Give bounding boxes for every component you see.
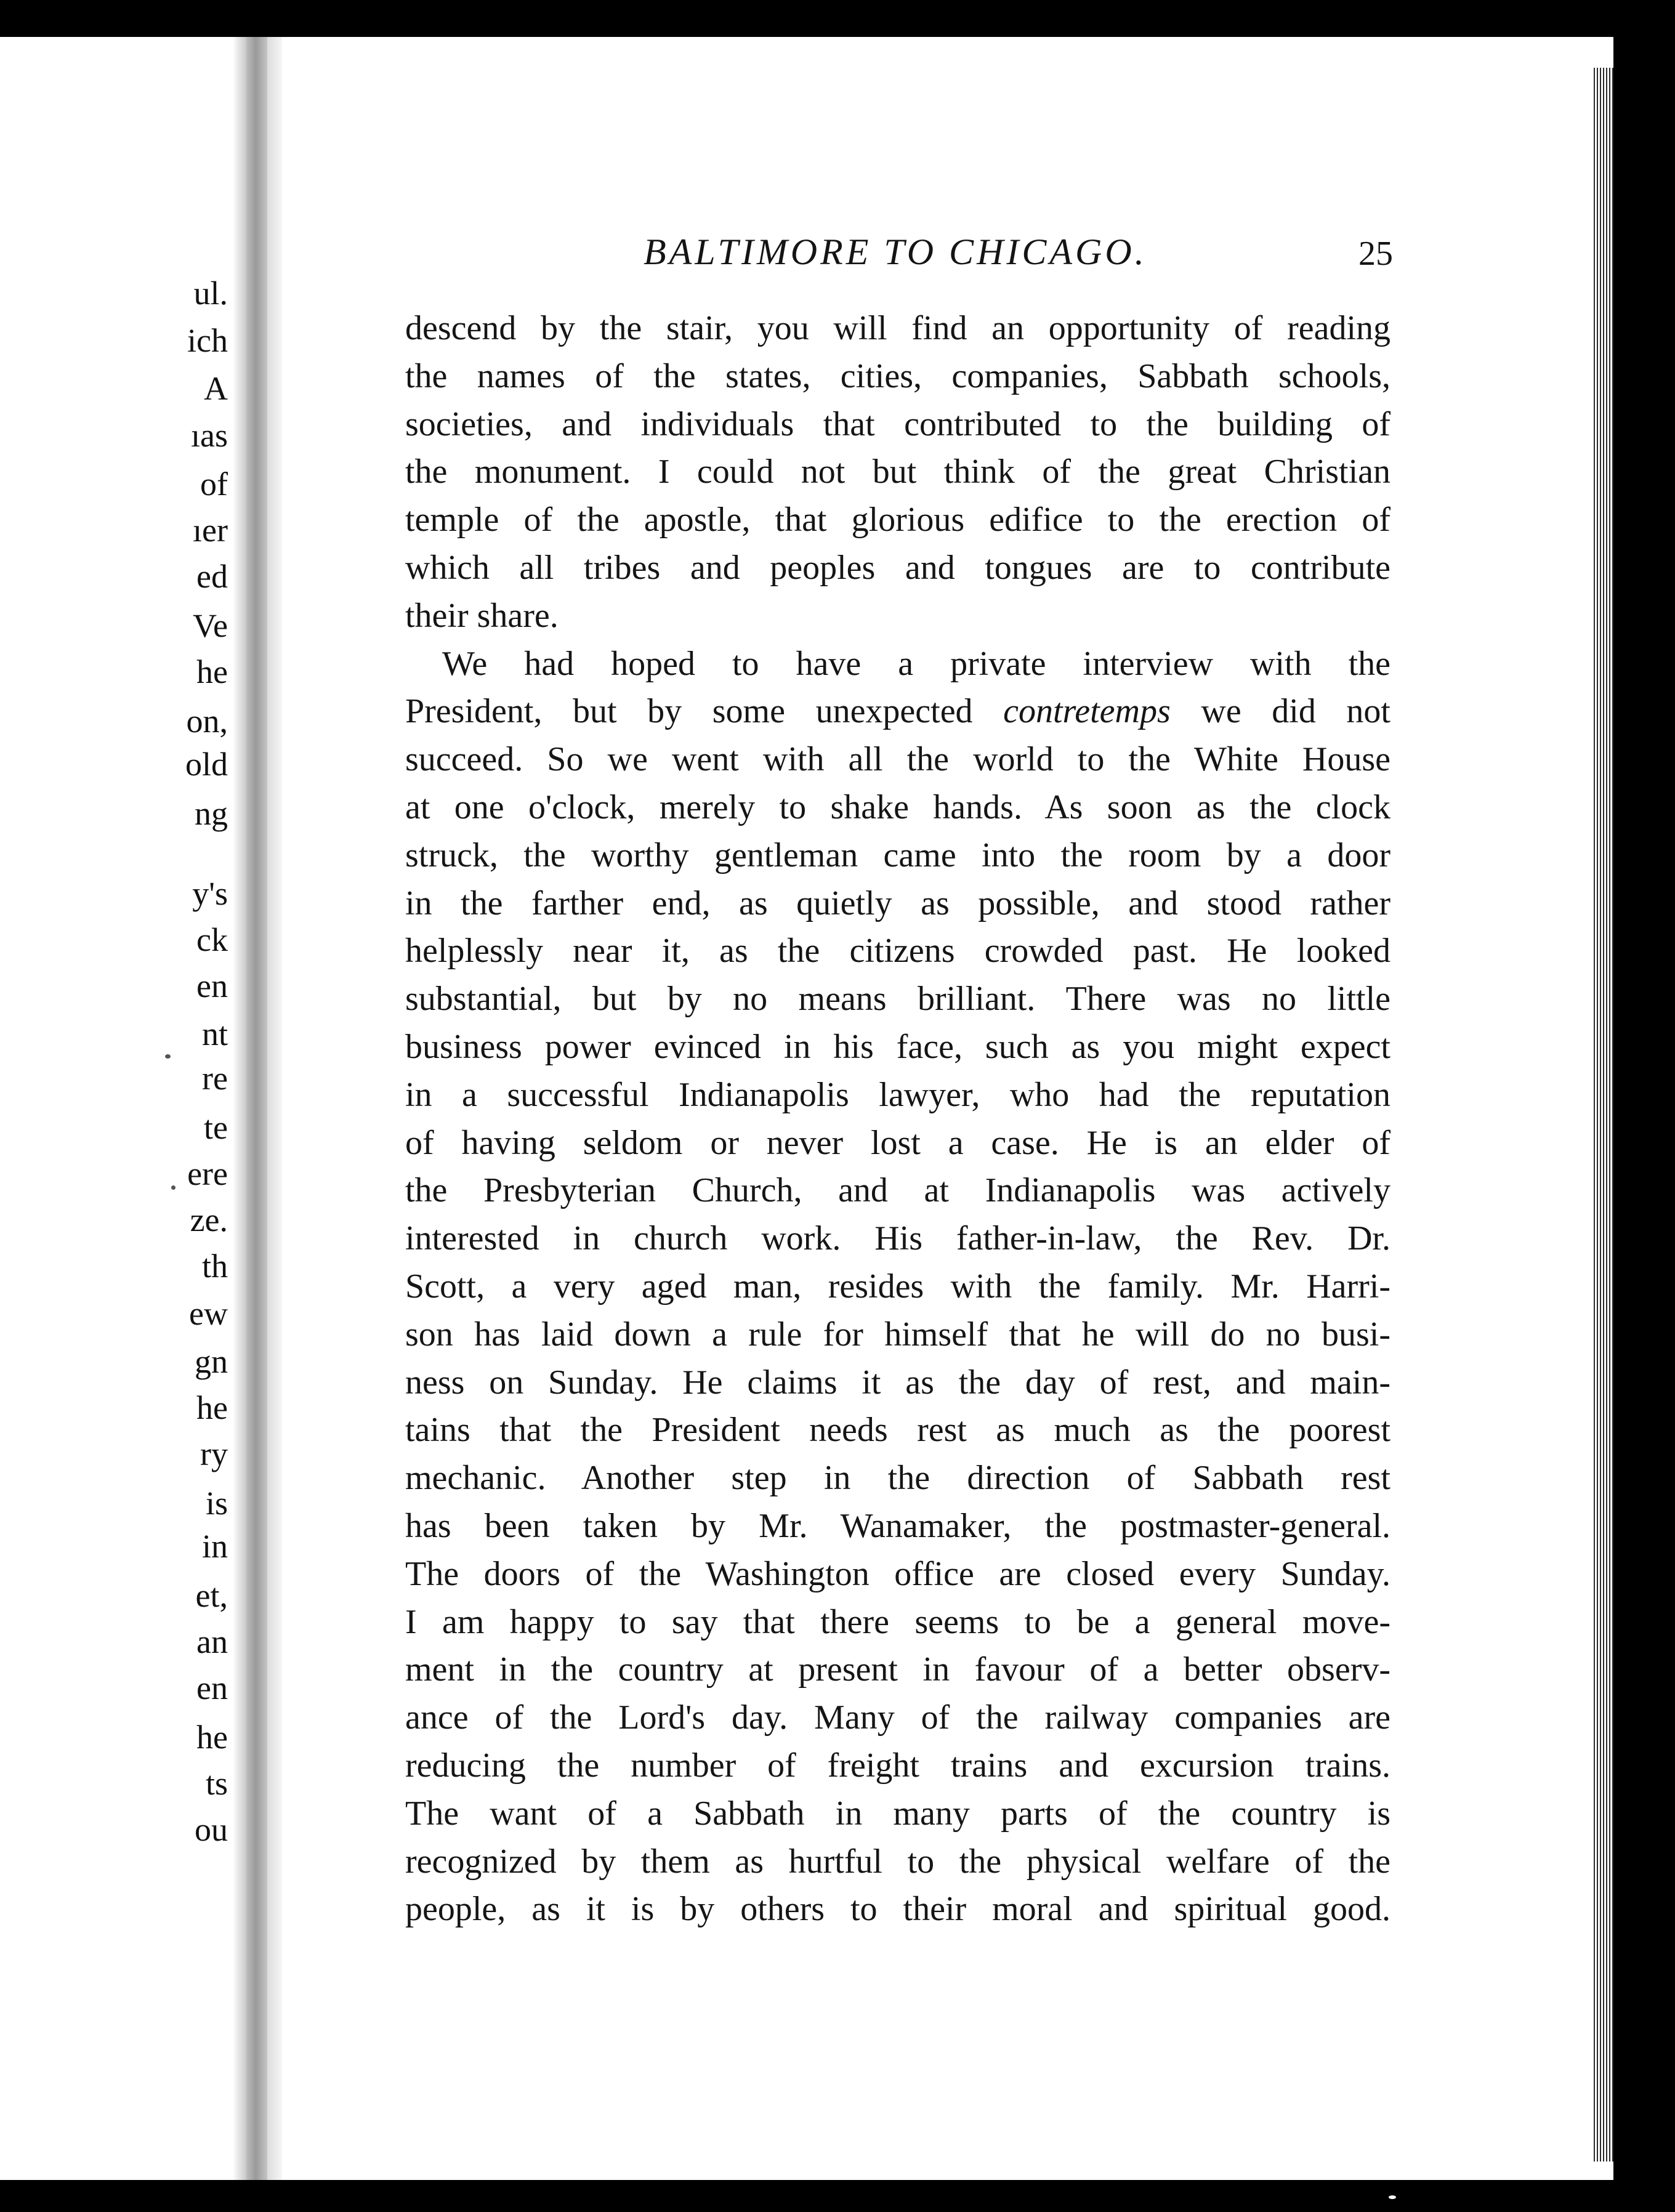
book-gutter-highlight — [267, 37, 282, 2180]
book-gutter-shadow — [233, 37, 246, 2180]
text-line: recognized by them as hurtful to the physical welfare of the — [405, 1842, 1390, 1881]
text-line: in a successful Indianapolis lawyer, who had the reputation — [405, 1075, 1390, 1114]
left-page-fragment: en — [196, 1669, 228, 1706]
left-page-fragment: he — [196, 653, 228, 690]
text-line: which all tribes and peoples and tongues are to contribute — [405, 548, 1390, 587]
left-page-fragment: re — [202, 1060, 228, 1097]
left-page-fragment: ere — [187, 1155, 228, 1192]
left-page-fragment: et, — [195, 1577, 228, 1614]
text-line: the Presbyterian Church, and at Indianapolis was actively — [405, 1171, 1390, 1210]
scan-border-bottom — [0, 2180, 1675, 2212]
text-line: the monument. I could not but think of the great Christian — [405, 453, 1390, 491]
text-line: ness on Sunday. He claims it as the day of rest, and main- — [405, 1363, 1390, 1402]
left-page-fragment: is — [205, 1485, 228, 1522]
text-line: We had hoped to have a private interview with the — [442, 644, 1390, 683]
text-line: substantial, but by no means brilliant. There was no little — [405, 980, 1390, 1019]
left-page-fragment: ze. — [190, 1201, 228, 1238]
text-segment: we did not — [1170, 692, 1390, 731]
text-line: people, as it is by others to their moral and spiritual good. — [405, 1890, 1390, 1929]
left-page-fragment: of — [200, 466, 228, 503]
text-line: succeed. So we went with all the world to the White House — [405, 740, 1390, 779]
text-line: mechanic. Another step in the direction of Sabbath rest — [405, 1459, 1390, 1498]
scan-speck — [171, 1185, 176, 1190]
text-line: at one o'clock, merely to shake hands. As soon as the clock — [405, 788, 1390, 826]
left-page-fragment: an — [196, 1623, 228, 1660]
left-page-fragment: te — [204, 1109, 228, 1146]
left-page-fragment: he — [196, 1719, 228, 1756]
left-page-fragment: ck — [196, 921, 228, 958]
text-line: descend by the stair, you will find an opportunity of reading — [405, 309, 1390, 347]
left-page-fragment: en — [196, 967, 228, 1004]
text-line: reducing the number of freight trains and excursion trains. — [405, 1746, 1390, 1785]
scan-border-right — [1613, 0, 1675, 2212]
body-text — [405, 305, 1390, 1934]
text-line: societies, and individuals that contributed to the building of — [405, 405, 1390, 443]
left-page-fragment: ıas — [191, 417, 228, 454]
left-page-fragment: th — [201, 1248, 228, 1285]
text-line: ance of the Lord's day. Many of the railway companies are — [405, 1698, 1390, 1737]
text-line-with-italic — [405, 688, 1390, 736]
running-head: BALTIMORE TO CHICAGO. — [644, 232, 1147, 272]
text-line: in the farther end, as quietly as possible, and stood rather — [405, 884, 1390, 922]
left-page-fragment: ou — [195, 1811, 228, 1848]
text-line: ment in the country at present in favour of a better observ- — [405, 1650, 1390, 1689]
scan-speck — [165, 1054, 171, 1059]
left-page-fragment: ed — [196, 558, 228, 595]
text-line: the names of the states, cities, companies, Sabbath schools, — [405, 357, 1390, 395]
text-line: of having seldom or never lost a case. He is an elder of — [405, 1123, 1390, 1162]
text-line: their share. — [405, 596, 559, 635]
page-number: 25 — [1358, 235, 1393, 273]
left-page-fragment: ich — [187, 322, 228, 359]
text-line: The doors of the Washington office are closed every Sunday. — [405, 1554, 1390, 1593]
left-page-fragment: ts — [205, 1765, 228, 1802]
left-page-fragment: ew — [189, 1295, 228, 1332]
scan-border-top — [0, 0, 1675, 37]
text-line: business power evinced in his face, such as you might expect — [405, 1027, 1390, 1066]
text-line: The want of a Sabbath in many parts of the country is — [405, 1794, 1390, 1833]
text-line: has been taken by Mr. Wanamaker, the postmaster-general. — [405, 1506, 1390, 1545]
text-line: struck, the worthy gentleman came into the room by a door — [405, 836, 1390, 874]
page-block-edges — [1592, 68, 1613, 2162]
left-page-fragment: in — [201, 1528, 228, 1565]
left-page-fragment: on, — [186, 703, 228, 740]
italic-word: contretemps — [1003, 692, 1171, 731]
left-page-fragment: ry — [200, 1435, 228, 1472]
left-page-fragment: old — [185, 746, 228, 783]
text-line: son has laid down a rule for himself that he will do no busi- — [405, 1315, 1390, 1354]
left-page-fragment: y's — [192, 875, 228, 912]
left-page-fragment: he — [196, 1389, 228, 1426]
left-page-fragment: ul. — [193, 275, 228, 312]
text-line: tains that the President needs rest as much as the poorest — [405, 1411, 1390, 1450]
text-line: I am happy to say that there seems to be a general move- — [405, 1602, 1390, 1641]
text-line: Scott, a very aged man, resides with the family. Mr. Harri- — [405, 1267, 1390, 1306]
left-page-fragment: ng — [195, 795, 228, 832]
left-page-edge — [0, 37, 233, 2180]
book-gutter — [246, 37, 267, 2180]
text-line: interested in church work. His father-in-law, the Rev. Dr. — [405, 1219, 1390, 1258]
text-line: helplessly near it, as the citizens crowded past. He looked — [405, 932, 1390, 971]
left-page-fragment: gn — [195, 1343, 228, 1380]
scan-speck — [1389, 2195, 1396, 2199]
text-line: temple of the apostle, that glorious edifice to the erection of — [405, 501, 1390, 539]
text-segment: President, but by some unexpected — [405, 692, 1004, 731]
left-page-fragment: Ve — [193, 607, 228, 644]
left-page-fragment: A — [204, 370, 228, 407]
left-page-fragment: nt — [201, 1015, 228, 1052]
left-page-fragment: ıer — [193, 512, 228, 549]
